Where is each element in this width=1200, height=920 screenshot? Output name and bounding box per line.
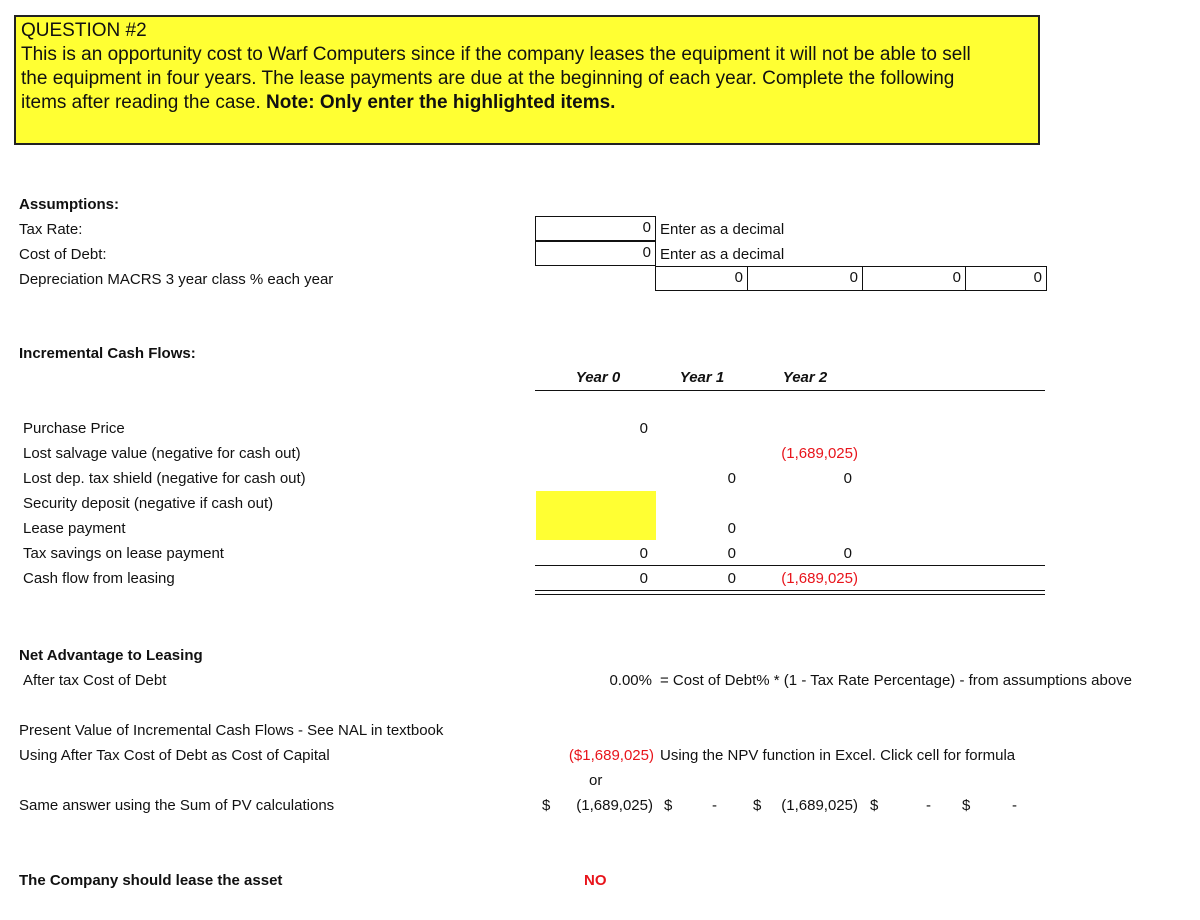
question-note: Note: Only enter the highlighted items.: [266, 92, 616, 113]
cost-of-debt-label: Cost of Debt:: [19, 246, 107, 263]
sum-pv-value-3: -: [926, 797, 931, 814]
row-tax-savings-y0: 0: [639, 545, 648, 562]
pv-label-2: Using After Tax Cost of Debt as Cost of Capital: [19, 747, 330, 764]
row-cash-flow-y2: (1,689,025): [781, 570, 858, 587]
sum-pv-sign-3: $: [870, 797, 879, 814]
sum-pv-sign-2: $: [753, 797, 762, 814]
npv-note: Using the NPV function in Excel. Click cell for formula: [660, 747, 1016, 764]
row-security-deposit-label: Security deposit (negative if cash out): [23, 495, 274, 512]
row-cash-flow-y0: 0: [639, 570, 648, 587]
cost-of-debt-input[interactable]: 0: [535, 241, 656, 266]
sum-pv-label: Same answer using the Sum of PV calculations: [19, 797, 335, 814]
header-underline: [535, 390, 1045, 391]
cost-of-debt-note: Enter as a decimal: [660, 246, 785, 263]
sum-pv-sign-1: $: [664, 797, 673, 814]
row-cash-flow-label: Cash flow from leasing: [23, 570, 175, 587]
after-tax-cost-value: 0.00%: [609, 672, 652, 689]
after-tax-cost-note: = Cost of Debt% * (1 - Tax Rate Percentage) - from assumptions above: [660, 672, 1133, 689]
sum-pv-value-1: -: [712, 797, 717, 814]
question-line-3: [21, 91, 1033, 115]
row-tax-savings-y2: 0: [843, 545, 852, 562]
assumptions-heading: Assumptions:: [19, 196, 120, 213]
question-title: QUESTION #2: [21, 20, 147, 41]
year-1-header: Year 1: [679, 369, 725, 386]
row-lost-salvage-y2: (1,689,025): [781, 445, 858, 462]
sum-pv-value-0: (1,689,025): [576, 797, 653, 814]
tax-rate-label: Tax Rate:: [19, 221, 83, 238]
row-lost-dep-y2: 0: [843, 470, 852, 487]
question-line-3-text: items after reading the case.: [21, 92, 267, 113]
macrs-year-2[interactable]: 0: [747, 266, 863, 291]
nal-heading: Net Advantage to Leasing: [19, 647, 203, 664]
total-double-rule-bottom: [535, 594, 1045, 595]
row-lost-dep-label: Lost dep. tax shield (negative for cash out): [23, 470, 306, 487]
year-2-header: Year 2: [782, 369, 828, 386]
question-box: [14, 15, 1040, 145]
row-lease-payment-label: Lease payment: [23, 520, 126, 537]
macrs-label: Depreciation MACRS 3 year class % each year: [19, 271, 334, 288]
macrs-year-4[interactable]: 0: [965, 266, 1047, 291]
row-tax-savings-y1: 0: [727, 545, 736, 562]
macrs-year-1[interactable]: 0: [655, 266, 748, 291]
conclusion-answer[interactable]: NO: [584, 872, 607, 889]
row-lost-dep-y1: 0: [727, 470, 736, 487]
row-cash-flow-y1: 0: [727, 570, 736, 587]
sum-pv-value-2: (1,689,025): [781, 797, 858, 814]
cash-flows-heading: Incremental Cash Flows:: [19, 345, 196, 362]
row-lost-salvage-label: Lost salvage value (negative for cash out): [23, 445, 301, 462]
sum-pv-value-4: -: [1012, 797, 1017, 814]
after-tax-cost-label: After tax Cost of Debt: [23, 672, 167, 689]
sum-pv-sign-0: $: [542, 797, 551, 814]
conclusion-label: The Company should lease the asset: [19, 872, 283, 889]
sum-pv-sign-4: $: [962, 797, 971, 814]
macrs-year-3[interactable]: 0: [862, 266, 966, 291]
tax-rate-input[interactable]: 0: [535, 216, 656, 241]
question-line-2: the equipment in four years. The lease payments are due at the beginning of each year. Complete the following: [21, 68, 955, 89]
row-lease-payment-y1: 0: [727, 520, 736, 537]
total-double-rule-top: [535, 590, 1045, 591]
npv-value[interactable]: ($1,689,025): [568, 747, 654, 764]
row-purchase-price-label: Purchase Price: [23, 420, 125, 437]
row-tax-savings-label: Tax savings on lease payment: [23, 545, 224, 562]
tax-rate-note: Enter as a decimal: [660, 221, 785, 238]
subtotal-rule: [535, 565, 1045, 566]
year-0-header: Year 0: [575, 369, 621, 386]
row-purchase-price-y0: 0: [639, 420, 648, 437]
pv-label-1: Present Value of Incremental Cash Flows - See NAL in textbook: [19, 722, 444, 739]
or-text: or: [589, 772, 603, 789]
question-line-1: This is an opportunity cost to Warf Computers since if the company leases the equipment it will not be able to sell: [21, 44, 971, 65]
